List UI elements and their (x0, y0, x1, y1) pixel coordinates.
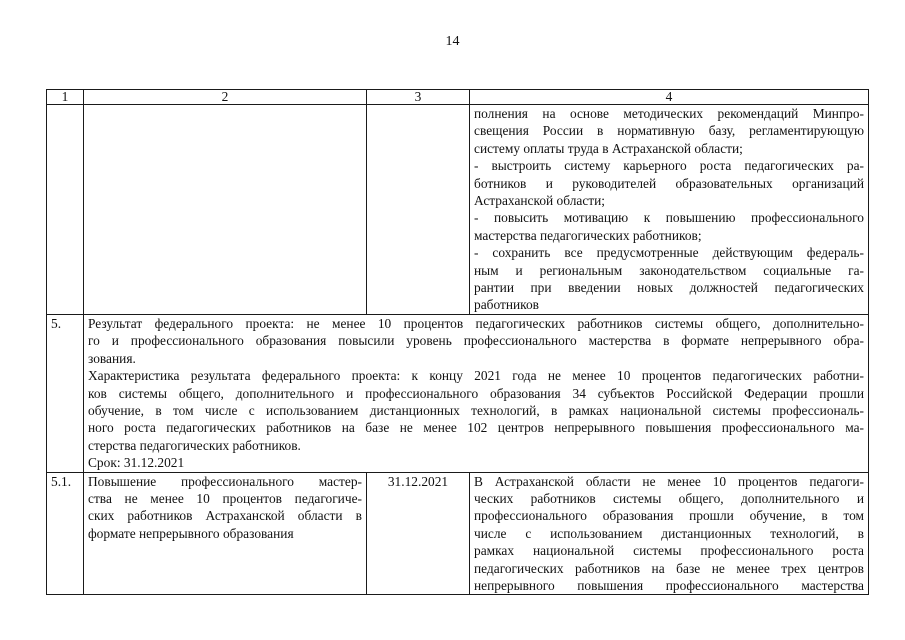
text-line: рамках национальной системы профессионального роста (474, 543, 864, 559)
row-5 (47, 314, 869, 472)
text-line: непрерывного повышения профессионального мастерства (474, 577, 864, 593)
text-line: Характеристика результата федерального проекта: к концу 2021 года не менее 10 процентов педагогических работни- (88, 368, 864, 384)
page-number: 14 (445, 34, 460, 49)
header-cell-1: 1 (47, 90, 84, 105)
row-5-1 (47, 472, 869, 595)
row-5-1-number: 5.1. (47, 472, 84, 595)
text-line: обучение, в том числе с использованием дистанционных технологий, в рамках национальной системы профессиональ- (88, 402, 864, 418)
text-line: ческих работников системы общего, дополнительного и (474, 490, 864, 506)
row-5-1-desc (470, 472, 869, 595)
text-line: зования. (88, 350, 136, 366)
text-line: - сохранить все предусмотренные действующим федераль- (474, 245, 864, 261)
text-line: Повышение профессионального мастер- (88, 473, 362, 489)
continuation-date-cell (367, 105, 470, 315)
text-line: педагогических работников на базе не менее трех центров (474, 560, 864, 576)
row-5-1-name (84, 472, 367, 595)
header-cell-2: 2 (84, 90, 367, 105)
header-cell-3: 3 (367, 90, 470, 105)
text-line: полнения на основе методических рекомендаций Минпро- (474, 106, 864, 121)
text-line: рантии при введении новых должностей педагогических (474, 280, 864, 296)
text-line: - выстроить систему карьерного роста педагогических ра- (474, 158, 864, 174)
continuation-num-cell (47, 105, 84, 315)
continuation-name-cell (84, 105, 367, 315)
document-table (46, 89, 869, 595)
text-line: Результат федерального проекта: не менее 10 процентов педагогических работников системы общего, дополнительно- (88, 315, 864, 331)
text-line: Срок: 31.12.2021 (88, 455, 185, 471)
row-5-text (84, 314, 869, 472)
row-5-number: 5. (47, 314, 84, 472)
text-line: го и профессионального образования повысили уровень профессионального мастерства в формате непрерывного обра- (88, 333, 864, 349)
text-line: мастерства педагогических работников; (474, 227, 702, 243)
text-line: ботников и руководителей образовательных организаций (474, 175, 864, 191)
continuation-desc-cell (470, 105, 869, 315)
text-line: формате непрерывного образования (88, 525, 294, 541)
text-line: ства не менее 10 процентов педагогиче- (88, 490, 362, 506)
table-header-row (47, 90, 869, 105)
text-line: ков системы общего, дополнительного и профессионального образования 34 субъектов Российской Федерации прошли (88, 385, 864, 401)
text-line: ских работников Астраханской области в (88, 508, 362, 524)
text-line: работников (474, 297, 539, 313)
continuation-row (47, 105, 869, 315)
text-line: ного роста педагогических работников на базе не менее 102 центров непрерывного повышения профессионального ма- (88, 420, 864, 436)
text-line: - повысить мотивацию к повышению профессионального (474, 210, 864, 226)
text-line: В Астраханской области не менее 10 процентов педагоги- (474, 473, 864, 489)
text-line: свещения России в нормативную базу, регламентирующую (474, 123, 864, 139)
text-line: Астраханской области; (474, 193, 606, 209)
text-line: систему оплаты труда в Астраханской области; (474, 140, 743, 156)
text-line: стерства педагогических работников. (88, 437, 301, 453)
header-cell-4: 4 (470, 90, 869, 105)
row-5-1-date: 31.12.2021 (367, 472, 470, 595)
text-line: числе с использованием дистанционных технологий, в (474, 525, 864, 541)
text-line: ным и региональным законодательством социальные га- (474, 262, 864, 278)
text-line: профессионального образования прошли обучение, в том (474, 508, 864, 524)
